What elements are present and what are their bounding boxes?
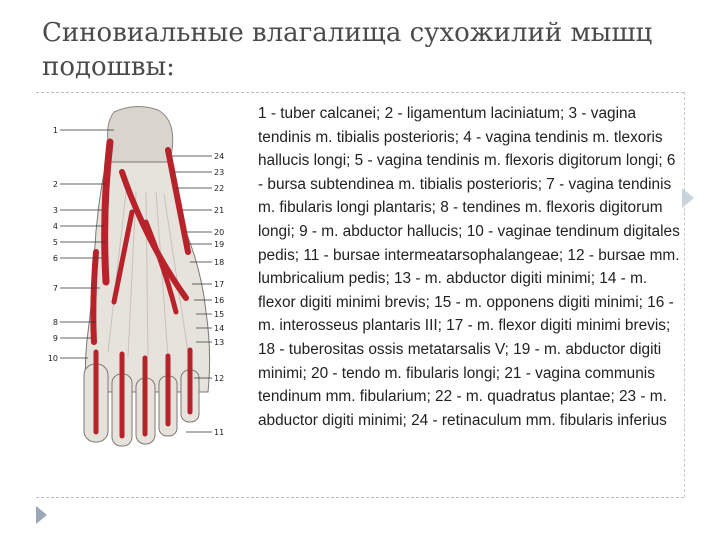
callout-label: 1	[52, 126, 58, 135]
foot-anatomy-illustration	[36, 102, 236, 462]
callout-label: 23	[214, 168, 225, 177]
callout-label: 15	[214, 310, 225, 319]
callout-label: 22	[214, 184, 225, 193]
callout-label: 3	[52, 206, 58, 215]
callout-label: 21	[214, 206, 225, 215]
callout-label: 19	[214, 240, 225, 249]
callout-label: 10	[47, 354, 58, 363]
callout-label: 8	[52, 318, 58, 327]
callout-label: 13	[214, 338, 225, 347]
next-slide-arrow-icon[interactable]	[682, 188, 694, 208]
callout-label: 20	[214, 228, 225, 237]
callout-label: 11	[214, 428, 225, 437]
callout-label: 5	[52, 238, 58, 247]
right-divider	[684, 92, 685, 497]
figure-caption: 1 - tuber calcanei; 2 - ligamentum laciniatum; 3 - vagina tendinis m. tibialis posterioris; 4 - vagina tendinis m. tlexoris hallucis longi; 5 - vagina tendinis m. flexoris digitorum longi; 6 - bursa subtendinea m. tibialis posterioris; 7 - vagina tendinis m. fibularis longi plantaris; 8 - tendines m. flexoris digitorum longi; 9 - m. abductor hallucis; 10 - vaginae tendinum digitales pedis; 11 - bursae intermeatarsophalangeae; 12 - bursae mm. lumbricalium pedis; 13 - m. abductor digiti minimi; 14 - m. flexor digiti minimi brevis; 15 - m. opponens digiti minimi; 16 - m. interosseus plantaris III; 17 - m. flexor digiti minimi brevis; 18 - tuberositas ossis metatarsalis V; 19 - m. abductor digiti minimi; 20 - tendo m. fibularis longi; 21 - vagina communis tendinum mm. fibularium; 22 - m. quadratus plantae; 23 - m. abductor digiti minimi; 24 - retinaculum mm. fibularis inferius	[258, 105, 680, 429]
callout-label: 12	[214, 374, 225, 383]
callout-label: 7	[52, 284, 58, 293]
slide-nav-arrow-icon[interactable]	[36, 506, 47, 524]
callout-label: 4	[52, 222, 58, 231]
callout-label: 17	[214, 280, 225, 289]
slide-title: Синовиальные влагалища сухожилий мышц подошвы:	[42, 18, 653, 82]
callout-label: 9	[52, 334, 58, 343]
title-divider	[36, 92, 684, 93]
callout-label: 24	[214, 152, 225, 161]
callout-label: 16	[214, 296, 225, 305]
callout-label: 2	[52, 180, 58, 189]
footer-divider	[36, 497, 684, 498]
callout-label: 18	[214, 258, 225, 267]
callout-label: 6	[52, 254, 58, 263]
callout-label: 14	[214, 324, 225, 333]
